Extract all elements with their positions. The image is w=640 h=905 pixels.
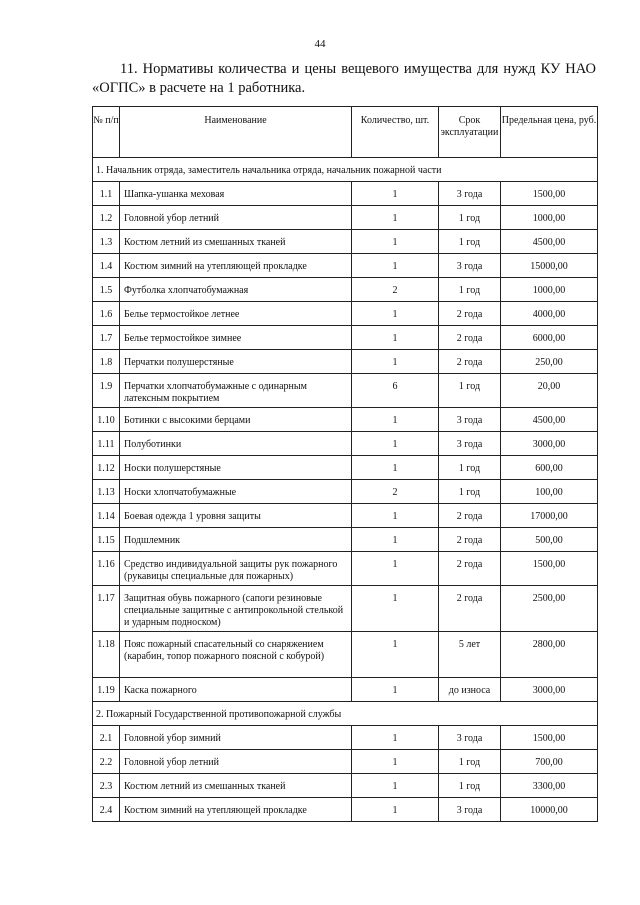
cell-term: 1 год bbox=[439, 206, 501, 230]
cell-name: Полуботинки bbox=[120, 432, 352, 456]
cell-qty: 1 bbox=[352, 182, 439, 206]
cell-name: Носки полушерстяные bbox=[120, 456, 352, 480]
cell-num: 2.4 bbox=[93, 798, 120, 822]
cell-price: 700,00 bbox=[501, 750, 598, 774]
cell-price: 1000,00 bbox=[501, 278, 598, 302]
cell-qty: 1 bbox=[352, 326, 439, 350]
table-row bbox=[93, 678, 598, 702]
cell-price: 15000,00 bbox=[501, 254, 598, 278]
cell-name: Защитная обувь пожарного (сапоги резиновые специальные защитные с антипрокольной стелькой и ударным подноском) bbox=[120, 586, 352, 632]
cell-name: Костюм зимний на утепляющей прокладке bbox=[120, 798, 352, 822]
table-row bbox=[93, 528, 598, 552]
column-header-price: Предельная цена, руб. bbox=[501, 107, 598, 158]
cell-name: Шапка-ушанка меховая bbox=[120, 182, 352, 206]
cell-name: Перчатки полушерстяные bbox=[120, 350, 352, 374]
table-row bbox=[93, 182, 598, 206]
cell-num: 1.18 bbox=[93, 632, 120, 678]
cell-term: до износа bbox=[439, 678, 501, 702]
table-row bbox=[93, 726, 598, 750]
cell-term: 1 год bbox=[439, 230, 501, 254]
cell-qty: 1 bbox=[352, 432, 439, 456]
cell-term: 3 года bbox=[439, 408, 501, 432]
cell-price: 4500,00 bbox=[501, 408, 598, 432]
cell-num: 2.1 bbox=[93, 726, 120, 750]
cell-price: 3000,00 bbox=[501, 432, 598, 456]
cell-num: 1.5 bbox=[93, 278, 120, 302]
table-row bbox=[93, 302, 598, 326]
cell-num: 1.12 bbox=[93, 456, 120, 480]
cell-price: 3300,00 bbox=[501, 774, 598, 798]
section-title: 1. Начальник отряда, заместитель начальника отряда, начальник пожарной части bbox=[93, 158, 598, 182]
cell-name: Костюм летний из смешанных тканей bbox=[120, 774, 352, 798]
cell-qty: 1 bbox=[352, 726, 439, 750]
cell-term: 3 года bbox=[439, 798, 501, 822]
cell-term: 5 лет bbox=[439, 632, 501, 678]
cell-name: Ботинки с высокими берцами bbox=[120, 408, 352, 432]
cell-name: Белье термостойкое летнее bbox=[120, 302, 352, 326]
column-header-name: Наименование bbox=[120, 107, 352, 158]
table-row bbox=[93, 504, 598, 528]
cell-price: 1500,00 bbox=[501, 726, 598, 750]
cell-term: 1 год bbox=[439, 456, 501, 480]
cell-num: 1.11 bbox=[93, 432, 120, 456]
norms-table bbox=[92, 106, 598, 822]
cell-term: 1 год bbox=[439, 374, 501, 408]
table-row bbox=[93, 432, 598, 456]
cell-qty: 1 bbox=[352, 774, 439, 798]
cell-qty: 1 bbox=[352, 678, 439, 702]
table-row bbox=[93, 774, 598, 798]
table-row bbox=[93, 374, 598, 408]
cell-term: 2 года bbox=[439, 528, 501, 552]
cell-term: 3 года bbox=[439, 726, 501, 750]
cell-qty: 1 bbox=[352, 230, 439, 254]
table-row bbox=[93, 456, 598, 480]
cell-price: 10000,00 bbox=[501, 798, 598, 822]
cell-price: 17000,00 bbox=[501, 504, 598, 528]
cell-num: 1.19 bbox=[93, 678, 120, 702]
table-row bbox=[93, 480, 598, 504]
table-row bbox=[93, 278, 598, 302]
cell-num: 2.3 bbox=[93, 774, 120, 798]
cell-qty: 1 bbox=[352, 586, 439, 632]
cell-term: 3 года bbox=[439, 182, 501, 206]
document-heading: 11. Нормативы количества и цены вещевого имущества для нужд КУ НАО «ОГПС» в расчете на 1 работника. bbox=[92, 61, 596, 96]
cell-qty: 1 bbox=[352, 302, 439, 326]
cell-term: 3 года bbox=[439, 254, 501, 278]
cell-name: Головной убор летний bbox=[120, 206, 352, 230]
column-header-term: Срок эксплуатации bbox=[439, 107, 501, 158]
cell-qty: 1 bbox=[352, 408, 439, 432]
cell-num: 1.4 bbox=[93, 254, 120, 278]
table-row bbox=[93, 408, 598, 432]
cell-price: 500,00 bbox=[501, 528, 598, 552]
cell-num: 1.6 bbox=[93, 302, 120, 326]
cell-price: 2500,00 bbox=[501, 586, 598, 632]
table-row bbox=[93, 798, 598, 822]
cell-term: 1 год bbox=[439, 480, 501, 504]
cell-term: 1 год bbox=[439, 750, 501, 774]
table-row bbox=[93, 326, 598, 350]
cell-term: 3 года bbox=[439, 432, 501, 456]
cell-qty: 1 bbox=[352, 632, 439, 678]
cell-qty: 1 bbox=[352, 350, 439, 374]
cell-term: 2 года bbox=[439, 350, 501, 374]
section-row bbox=[93, 158, 598, 182]
cell-name: Костюм летний из смешанных тканей bbox=[120, 230, 352, 254]
cell-qty: 1 bbox=[352, 528, 439, 552]
cell-name: Перчатки хлопчатобумажные с одинарным латексным покрытием bbox=[120, 374, 352, 408]
cell-num: 1.10 bbox=[93, 408, 120, 432]
cell-num: 1.15 bbox=[93, 528, 120, 552]
table-row bbox=[93, 350, 598, 374]
cell-name: Каска пожарного bbox=[120, 678, 352, 702]
table-row bbox=[93, 750, 598, 774]
cell-term: 2 года bbox=[439, 586, 501, 632]
section-row bbox=[93, 702, 598, 726]
cell-name: Белье термостойкое зимнее bbox=[120, 326, 352, 350]
cell-qty: 1 bbox=[352, 798, 439, 822]
cell-qty: 1 bbox=[352, 254, 439, 278]
cell-term: 1 год bbox=[439, 774, 501, 798]
cell-qty: 2 bbox=[352, 278, 439, 302]
cell-num: 1.16 bbox=[93, 552, 120, 586]
cell-num: 1.1 bbox=[93, 182, 120, 206]
cell-num: 1.13 bbox=[93, 480, 120, 504]
cell-num: 1.9 bbox=[93, 374, 120, 408]
cell-price: 600,00 bbox=[501, 456, 598, 480]
cell-price: 3000,00 bbox=[501, 678, 598, 702]
page-number: 44 bbox=[314, 38, 326, 50]
cell-qty: 1 bbox=[352, 206, 439, 230]
cell-term: 2 года bbox=[439, 326, 501, 350]
cell-name: Головной убор летний bbox=[120, 750, 352, 774]
cell-qty: 1 bbox=[352, 504, 439, 528]
cell-price: 4000,00 bbox=[501, 302, 598, 326]
cell-name: Подшлемник bbox=[120, 528, 352, 552]
cell-num: 1.17 bbox=[93, 586, 120, 632]
cell-price: 250,00 bbox=[501, 350, 598, 374]
cell-name: Головной убор зимний bbox=[120, 726, 352, 750]
cell-qty: 1 bbox=[352, 456, 439, 480]
cell-num: 1.8 bbox=[93, 350, 120, 374]
cell-price: 1000,00 bbox=[501, 206, 598, 230]
cell-price: 4500,00 bbox=[501, 230, 598, 254]
cell-num: 1.14 bbox=[93, 504, 120, 528]
cell-num: 2.2 bbox=[93, 750, 120, 774]
cell-term: 2 года bbox=[439, 504, 501, 528]
cell-price: 1500,00 bbox=[501, 182, 598, 206]
cell-price: 6000,00 bbox=[501, 326, 598, 350]
table-row bbox=[93, 552, 598, 586]
table-row bbox=[93, 254, 598, 278]
cell-qty: 1 bbox=[352, 750, 439, 774]
norms-table-body bbox=[93, 107, 598, 822]
table-row bbox=[93, 206, 598, 230]
table-header-row bbox=[93, 107, 598, 158]
cell-qty: 6 bbox=[352, 374, 439, 408]
cell-price: 2800,00 bbox=[501, 632, 598, 678]
cell-price: 20,00 bbox=[501, 374, 598, 408]
cell-name: Боевая одежда 1 уровня защиты bbox=[120, 504, 352, 528]
cell-name: Средство индивидуальной защиты рук пожарного (рукавицы специальные для пожарных) bbox=[120, 552, 352, 586]
cell-num: 1.3 bbox=[93, 230, 120, 254]
cell-name: Футболка хлопчатобумажная bbox=[120, 278, 352, 302]
column-header-qty: Количество, шт. bbox=[352, 107, 439, 158]
section-title: 2. Пожарный Государственной противопожарной службы bbox=[93, 702, 598, 726]
cell-qty: 1 bbox=[352, 552, 439, 586]
cell-qty: 2 bbox=[352, 480, 439, 504]
cell-term: 1 год bbox=[439, 278, 501, 302]
table-row bbox=[93, 230, 598, 254]
cell-price: 1500,00 bbox=[501, 552, 598, 586]
column-header-num: № п/п bbox=[93, 107, 120, 158]
table-row bbox=[93, 586, 598, 632]
cell-name: Костюм зимний на утепляющей прокладке bbox=[120, 254, 352, 278]
cell-num: 1.7 bbox=[93, 326, 120, 350]
cell-term: 2 года bbox=[439, 302, 501, 326]
cell-name: Носки хлопчатобумажные bbox=[120, 480, 352, 504]
cell-num: 1.2 bbox=[93, 206, 120, 230]
cell-name: Пояс пожарный спасательный со снаряжением (карабин, топор пожарного поясной с кобурой) bbox=[120, 632, 352, 678]
table-row bbox=[93, 632, 598, 678]
cell-price: 100,00 bbox=[501, 480, 598, 504]
cell-term: 2 года bbox=[439, 552, 501, 586]
